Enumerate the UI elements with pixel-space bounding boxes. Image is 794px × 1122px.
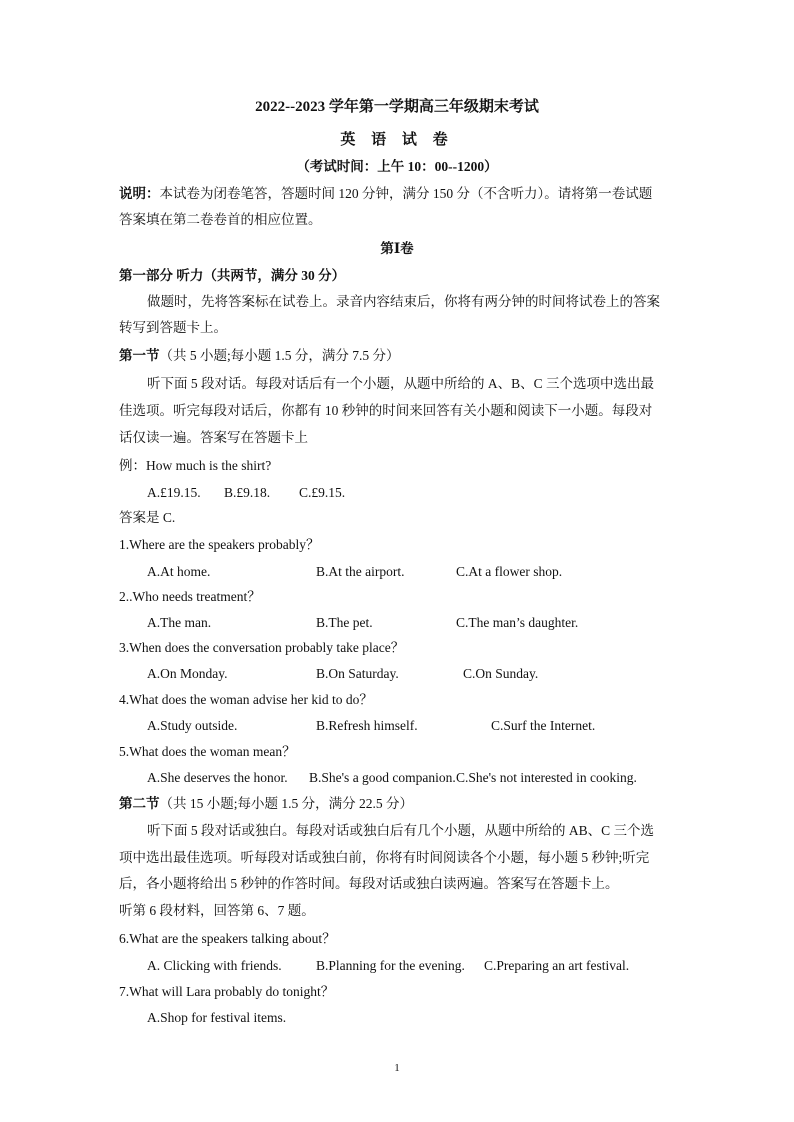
- question-4-option-a: A.Study outside.: [147, 718, 238, 733]
- section1-heading: 第一节（共 5 小题;每小题 1.5 分，满分 7.5 分）: [119, 348, 400, 363]
- question-3-option-c: C.On Sunday.: [463, 666, 539, 681]
- section1-label: 第一节: [119, 348, 160, 363]
- question-3-option-b: B.On Saturday.: [316, 666, 399, 681]
- example-option-b: B.£9.18.: [224, 485, 271, 500]
- question-6-option-c: C.Preparing an art festival.: [484, 958, 630, 973]
- example-question: 例：How much is the shirt?: [119, 458, 272, 473]
- question-7: 7.What will Lara probably do tonight？: [119, 984, 335, 999]
- question-4: 4.What does the woman advise her kid to do？: [119, 692, 373, 707]
- exam-title: 2022--2023 学年第一学期高三年级期末考试: [255, 99, 539, 115]
- instructions-line-2: 答案填在第二卷卷首的相应位置。: [119, 212, 322, 227]
- question-1-option-a: A.At home.: [147, 564, 211, 579]
- instructions-label: 说明：: [119, 186, 160, 201]
- question-6-option-a: A. Clicking with friends.: [147, 958, 282, 973]
- example-option-a: A.£19.15.: [147, 485, 201, 500]
- section2-label: 第二节: [119, 796, 160, 811]
- example-option-c: C.£9.15.: [299, 485, 346, 500]
- section2-directions-3: 后，各小题将给出 5 秒钟的作答时间。每段对话或独白读两遍。答案写在答题卡上。: [119, 876, 619, 891]
- question-5: 5.What does the woman mean？: [119, 744, 296, 759]
- part1-heading: 第一部分 听力（共两节，满分 30 分）: [119, 268, 346, 283]
- section2-heading: 第二节（共 15 小题;每小题 1.5 分，满分 22.5 分）: [119, 796, 414, 811]
- page-number: 1: [394, 1062, 400, 1074]
- example-answer: 答案是 C.: [119, 510, 176, 525]
- question-1: 1.Where are the speakers probably？: [119, 537, 320, 552]
- section2-directions-1: 听下面 5 段对话或独白。每段对话或独白后有几个小题，从题中所给的 AB、C 三个选: [147, 823, 655, 838]
- part1-intro-2: 转写到答题卡上。: [119, 320, 227, 335]
- question-4-option-b: B.Refresh himself.: [316, 718, 418, 733]
- part1-intro-1: 做题时，先将答案标在试卷上。录音内容结束后，你将有两分钟的时间将试卷上的答案: [147, 294, 660, 309]
- section2-material: 听第 6 段材料，回答第 6、7 题。: [119, 903, 315, 918]
- question-2-option-c: C.The man’s daughter.: [456, 615, 579, 630]
- question-2-option-b: B.The pet.: [316, 615, 373, 630]
- question-1-option-c: C.At a flower shop.: [456, 564, 563, 579]
- section1-directions-2: 佳选项。听完每段对话后，你都有 10 秒钟的时间来回答有关小题和阅读下一小题。每段对: [119, 403, 653, 418]
- question-4-option-c: C.Surf the Internet.: [491, 718, 596, 733]
- question-5-option-b: B.She's a good companion.: [309, 770, 456, 785]
- subject-title: 英 语 试 卷: [340, 132, 454, 148]
- question-7-option-a: A.Shop for festival items.: [147, 1010, 287, 1025]
- section2-directions-2: 项中选出最佳选项。听每段对话或独白前，你将有时间阅读各个小题，每小题 5 秒钟;听完: [119, 850, 650, 865]
- question-6-option-b: B.Planning for the evening.: [316, 958, 465, 973]
- question-5-option-a: A.She deserves the honor.: [147, 770, 288, 785]
- question-2: 2..Who needs treatment？: [119, 589, 261, 604]
- instructions-line-1: 说明：本试卷为闭卷笔答，答题时间 120 分钟，满分 150 分（不含听力）。请将第一卷试题: [119, 186, 653, 201]
- exam-time: （考试时间：上午 10：00--1200）: [296, 159, 498, 174]
- question-1-option-b: B.At the airport.: [316, 564, 405, 579]
- volume-title: 第Ⅰ卷: [380, 241, 414, 256]
- question-5-option-c: C.She's not interested in cooking.: [456, 770, 637, 785]
- question-2-option-a: A.The man.: [147, 615, 212, 630]
- section1-directions-1: 听下面 5 段对话。每段对话后有一个小题，从题中所给的 A、B、C 三个选项中选出最: [147, 376, 655, 391]
- question-3-option-a: A.On Monday.: [147, 666, 228, 681]
- section1-directions-3: 话仅读一遍。答案写在答题卡上: [119, 430, 308, 445]
- question-6: 6.What are the speakers talking about？: [119, 931, 336, 946]
- question-3: 3.When does the conversation probably take place？: [119, 640, 405, 655]
